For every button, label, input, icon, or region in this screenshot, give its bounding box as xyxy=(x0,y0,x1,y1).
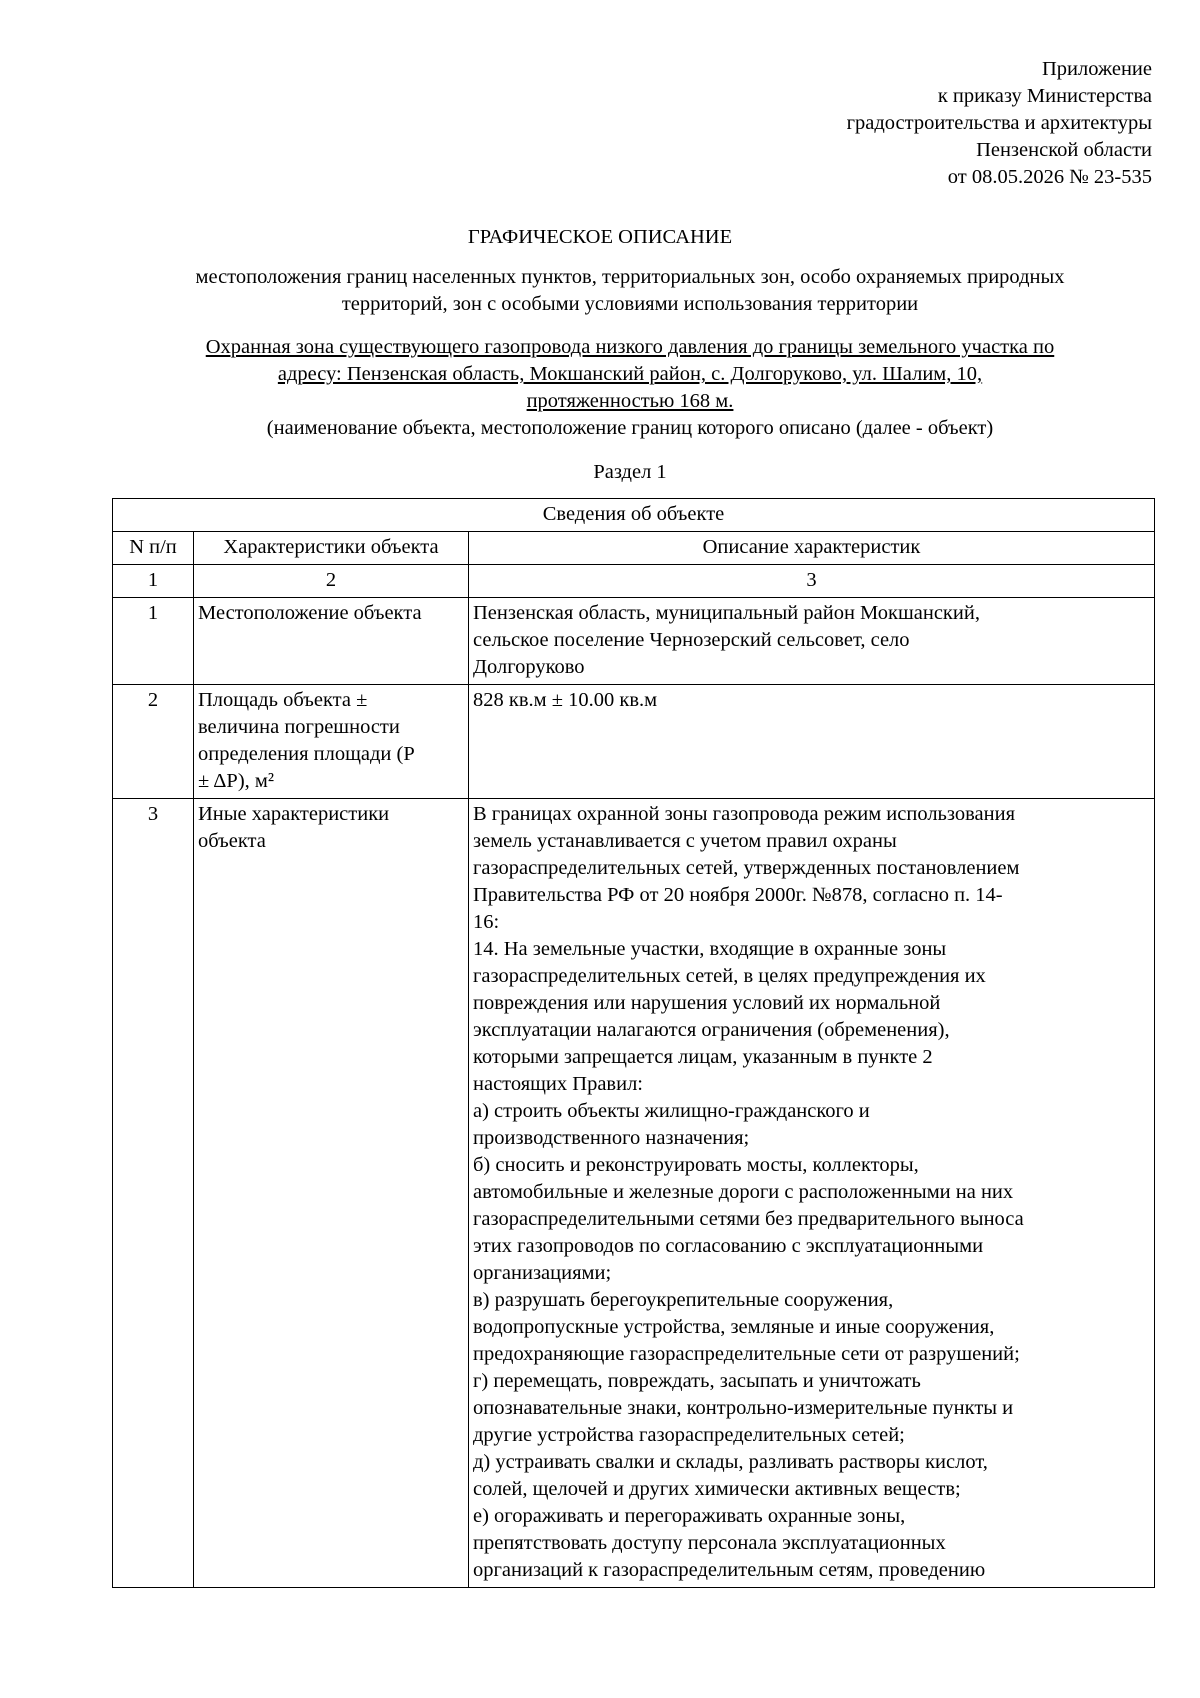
text-line: объекта xyxy=(198,830,266,852)
text-line: определения площади (Р xyxy=(198,743,415,765)
row-characteristic xyxy=(194,799,469,1588)
row-characteristic xyxy=(194,598,469,685)
subtitle-line: местоположения границ населенных пунктов, территориальных зон, особо охраняемых природных xyxy=(195,266,1065,288)
text-line: сельское поселение Чернозерский сельсовет, село xyxy=(473,629,910,651)
object-name-line: протяженностью 168 м. xyxy=(526,390,734,412)
table-caption-row xyxy=(113,499,1155,532)
text-line: эксплуатации налагаются ограничения (обременения), xyxy=(473,1019,950,1041)
text-line: Местоположение объекта xyxy=(198,602,422,624)
header-line: к приказу Министерства xyxy=(937,85,1152,107)
document-subtitle xyxy=(0,264,1200,318)
text-line: производственного назначения; xyxy=(473,1127,750,1149)
order-reference xyxy=(847,56,1152,191)
document-title: ГРАФИЧЕСКОЕ ОПИСАНИЕ xyxy=(467,226,733,248)
text-line: Площадь объекта ± xyxy=(198,689,368,711)
object-name-line: Охранная зона существующего газопровода низкого давления до границы земельного участка по xyxy=(205,336,1055,358)
text-line: б) сносить и реконструировать мосты, коллекторы, xyxy=(473,1154,919,1176)
row-description xyxy=(469,685,1155,799)
section-heading: Раздел 1 xyxy=(593,461,667,483)
text-line: газораспределительных сетей, в целях предупреждения их xyxy=(473,965,986,987)
text-line: 14. На земельные участки, входящие в охранные зоны xyxy=(473,938,947,960)
row-number: 3 xyxy=(113,799,194,1588)
header-line: от 08.05.2026 № 23-535 xyxy=(947,166,1152,188)
column-number: 2 xyxy=(194,565,469,598)
text-line: г) перемещать, повреждать, засыпать и уничтожать xyxy=(473,1370,921,1392)
text-line: в) разрушать берегоукрепительные сооружения, xyxy=(473,1289,894,1311)
text-line: повреждения или нарушения условий их нормальной xyxy=(473,992,941,1014)
text-line: другие устройства газораспределительных сетей; xyxy=(473,1424,905,1446)
text-line: препятствовать доступу персонала эксплуатационных xyxy=(473,1532,946,1554)
text-line: Пензенская область, муниципальный район Мокшанский, xyxy=(473,602,980,624)
text-line: предохраняющие газораспределительные сети от разрушений; xyxy=(473,1343,1020,1365)
column-number: 1 xyxy=(113,565,194,598)
object-name-line: адресу: Пензенская область, Мокшанский район, с. Долгоруково, ул. Шалим, 10, xyxy=(277,363,983,385)
row-number: 1 xyxy=(113,598,194,685)
table-caption: Сведения об объекте xyxy=(113,499,1155,532)
text-line: опознавательные знаки, контрольно-измерительные пункты и xyxy=(473,1397,1014,1419)
table-row xyxy=(113,598,1155,685)
header-number: N п/п xyxy=(113,532,194,565)
header-characteristic: Характеристики объекта xyxy=(194,532,469,565)
table-row xyxy=(113,685,1155,799)
text-line: Долгоруково xyxy=(473,656,585,678)
text-line: д) устраивать свалки и склады, разливать растворы кислот, xyxy=(473,1451,988,1473)
text-line: газораспределительными сетями без предварительного выноса xyxy=(473,1208,1024,1230)
table-row xyxy=(113,799,1155,1588)
table-column-number-row xyxy=(113,565,1155,598)
column-number: 3 xyxy=(469,565,1155,598)
object-info-table xyxy=(112,498,1155,1588)
text-line: которыми запрещается лицам, указанным в пункте 2 xyxy=(473,1046,933,1068)
table-header-row xyxy=(113,532,1155,565)
text-line: В границах охранной зоны газопровода режим использования xyxy=(473,803,1016,825)
header-line: градостроительства и архитектуры xyxy=(846,112,1152,134)
header-line: Приложение xyxy=(1041,58,1152,80)
text-line: солей, щелочей и других химически активных веществ; xyxy=(473,1478,961,1500)
text-line: организациями; xyxy=(473,1262,612,1284)
object-name-block xyxy=(0,334,1200,442)
text-line: этих газопроводов по согласованию с эксплуатационными xyxy=(473,1235,984,1257)
text-line: величина погрешности xyxy=(198,716,400,738)
row-description xyxy=(469,598,1155,685)
text-line: организаций к газораспределительным сетям, проведению xyxy=(473,1559,986,1581)
row-description xyxy=(469,799,1155,1588)
text-line: ± ΔР), м² xyxy=(198,770,275,792)
text-line: водопропускные устройства, земляные и иные сооружения, xyxy=(473,1316,995,1338)
header-description: Описание характеристик xyxy=(469,532,1155,565)
text-line: Иные характеристики xyxy=(198,803,390,825)
object-name-note: (наименование объекта, местоположение границ которого описано (далее - объект) xyxy=(266,417,994,439)
text-line: газораспределительных сетей, утвержденных постановлением xyxy=(473,857,1020,879)
text-line: земель устанавливается с учетом правил охраны xyxy=(473,830,897,852)
header-line: Пензенской области xyxy=(976,139,1152,161)
row-characteristic xyxy=(194,685,469,799)
text-line: автомобильные и железные дороги с расположенными на них xyxy=(473,1181,1014,1203)
text-line: Правительства РФ от 20 ноября 2000г. №878, согласно п. 14- xyxy=(473,884,1003,906)
row-number: 2 xyxy=(113,685,194,799)
text-line: а) строить объекты жилищно-гражданского и xyxy=(473,1100,870,1122)
text-line: е) огораживать и перегораживать охранные зоны, xyxy=(473,1505,906,1527)
text-line: 16: xyxy=(473,911,500,933)
text-line: 828 кв.м ± 10.00 кв.м xyxy=(473,689,658,711)
text-line: настоящих Правил: xyxy=(473,1073,644,1095)
subtitle-line: территорий, зон с особыми условиями использования территории xyxy=(341,293,919,315)
